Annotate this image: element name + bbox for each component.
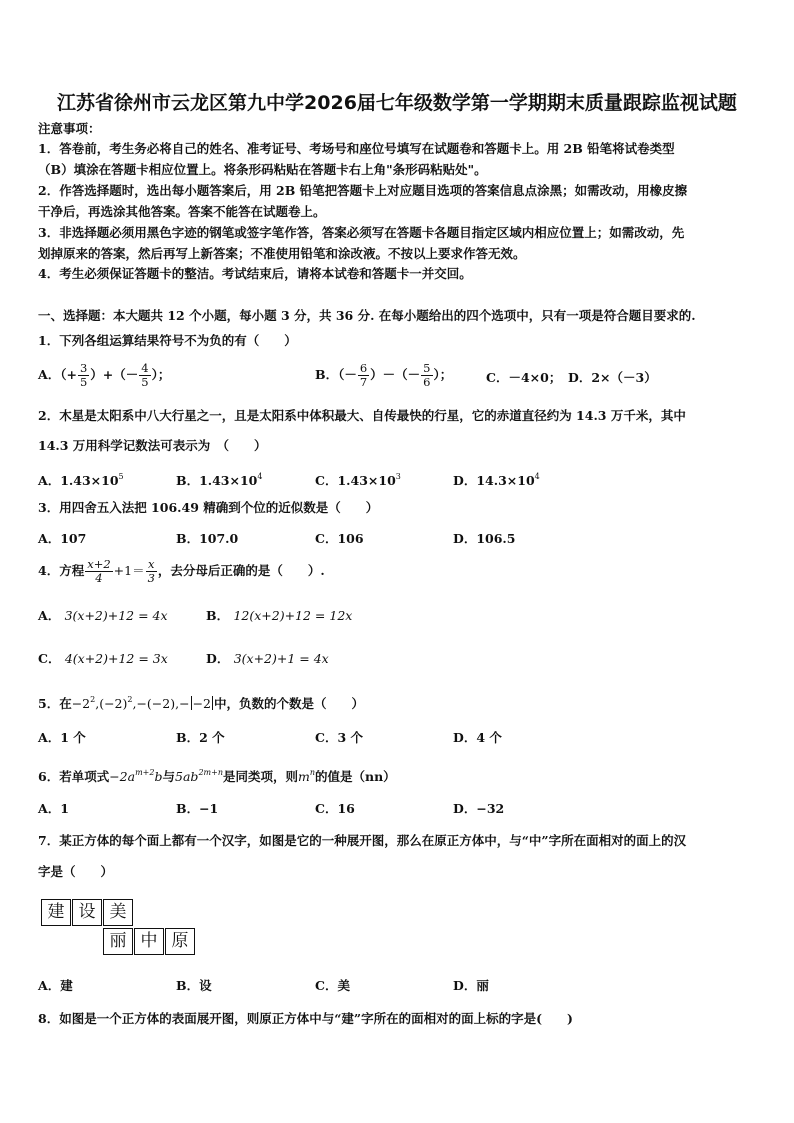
notice-line: 干净后，再选涂其他答案。答案不能答在试题卷上。 <box>38 204 326 219</box>
q3-option-c: C．106 <box>315 531 364 546</box>
q4-option-a: A． 3(x+2)+12 = 4x <box>38 608 168 623</box>
q1-option-b: B．（－ $\frac{6}{7}$ ）－（－ $\frac{5}{6}$ ）； <box>315 361 453 389</box>
net-face: 美 <box>103 899 133 926</box>
question-3-stem: 3．用四舍五入法把 106.49 精确到个位的近似数是（ ） <box>38 500 379 515</box>
q1-option-a: A．（+ $\frac{3}{5}$ ）+（－ $\frac{4}{5}$ ）； <box>38 361 171 389</box>
question-6-stem: 6．若单项式$-2a^{m+2}b$与$5ab^{2m+n}$是同类项，则$m^n$的值是（nn） <box>38 768 396 784</box>
q6-option-b: B．−1 <box>176 801 219 816</box>
q7-option-c: C．美 <box>315 978 350 993</box>
question-4-stem: 4．方程 $\frac{x+2}{4}$ +1＝ $\frac{x}{3}$ ，去分母后正确的是（ ）. <box>38 557 325 585</box>
q1-option-c: C．－4×0； <box>486 370 562 385</box>
question-8-stem: 8．如图是一个正方体的表面展开图，则原正方体中与“建”字所在的面相对的面上标的字是( ) <box>38 1011 573 1026</box>
q7-option-a: A．建 <box>38 978 73 993</box>
question-1-stem: 1．下列各组运算结果符号不为负的有（ ） <box>38 333 297 348</box>
q2-option-d: D．$14.3\times 10^4$ <box>453 472 540 488</box>
q4-option-c: C． 4(x+2)+12 = 3x <box>38 651 168 666</box>
q3-option-b: B．107.0 <box>176 531 239 546</box>
q4-option-b: B． 12(x+2)+12 = 12x <box>206 608 353 623</box>
question-2-stem: 2．木星是太阳系中八大行星之一，且是太阳系中体积最大、自传最快的行星，它的赤道直径约为 14.3 万千米，其中 <box>38 408 686 423</box>
notice-line: 4．考生必须保证答题卡的整洁。考试结束后，请将本试卷和答题卡一并交回。 <box>38 266 472 281</box>
question-7-stem: 7．某正方体的每个面上都有一个汉字，如图是它的一种展开图，那么在原正方体中，与“中”字所在面相对的面上的汉 <box>38 833 687 848</box>
net-face: 丽 <box>103 928 133 955</box>
q5-option-a: A．1 个 <box>38 730 86 745</box>
net-face: 建 <box>41 899 71 926</box>
q7-option-b: B．设 <box>176 978 212 993</box>
notice-line: 3．非选择题必须用黑色字迹的钢笔或签字笔作答，答案必须写在答题卡各题目指定区域内相应位置上；如需改动，先 <box>38 225 685 240</box>
q6-option-c: C．16 <box>315 801 355 816</box>
q6-option-d: D．−32 <box>453 801 505 816</box>
net-face: 原 <box>165 928 195 955</box>
notice-line: 2．作答选择题时，选出每小题答案后，用 2B 铅笔把答题卡上对应题目选项的答案信息点涂黑；如需改动，用橡皮擦 <box>38 183 688 198</box>
question-2-stem-cont: 14.3 万用科学记数法可表示为 （ ） <box>38 438 267 453</box>
q2-option-b: B．$1.43\times 10^4$ <box>176 472 263 488</box>
q6-option-a: A．1 <box>38 801 69 816</box>
question-7-stem-cont: 字是（ ） <box>38 864 114 879</box>
notice-line: 划掉原来的答案，然后再写上新答案；不准使用铅笔和涂改液。不按以上要求作答无效。 <box>38 246 526 261</box>
section-heading: 一、选择题：本大题共 12 个小题，每小题 3 分，共 36 分. 在每小题给出的四个选项中，只有一项是符合题目要求的. <box>38 308 696 323</box>
q5-option-b: B．2 个 <box>176 730 225 745</box>
net-face: 中 <box>134 928 164 955</box>
q2-option-c: C．$1.43\times 10^3$ <box>315 472 401 488</box>
notice-line: （B）填涂在答题卡相应位置上。将条形码粘贴在答题卡右上角"条形码粘贴处"。 <box>38 162 487 177</box>
q5-option-d: D．4 个 <box>453 730 502 745</box>
exam-title: 江苏省徐州市云龙区第九中学2026届七年级数学第一学期期末质量跟踪监视试题 <box>57 92 737 114</box>
q3-option-d: D．106.5 <box>453 531 516 546</box>
q1-option-d: D．2×（－3） <box>568 370 657 385</box>
notice-heading: 注意事项： <box>38 121 101 136</box>
notice-line: 1．答卷前，考生务必将自己的姓名、准考证号、考场号和座位号填写在试题卷和答题卡上。用 2B 铅笔将试卷类型 <box>38 141 675 156</box>
q4-option-d: D． 3(x+2)+1 = 4x <box>206 651 329 666</box>
q3-option-a: A．107 <box>38 531 87 546</box>
net-face: 设 <box>72 899 102 926</box>
question-5-stem: 5．在$-2^2,(-2)^2,-(-2),- -2$ 中，负数的个数是（ ） <box>38 695 365 711</box>
q2-option-a: A．$1.43\times 10^5$ <box>38 472 124 488</box>
q5-option-c: C．3 个 <box>315 730 363 745</box>
q7-option-d: D．丽 <box>453 978 489 993</box>
